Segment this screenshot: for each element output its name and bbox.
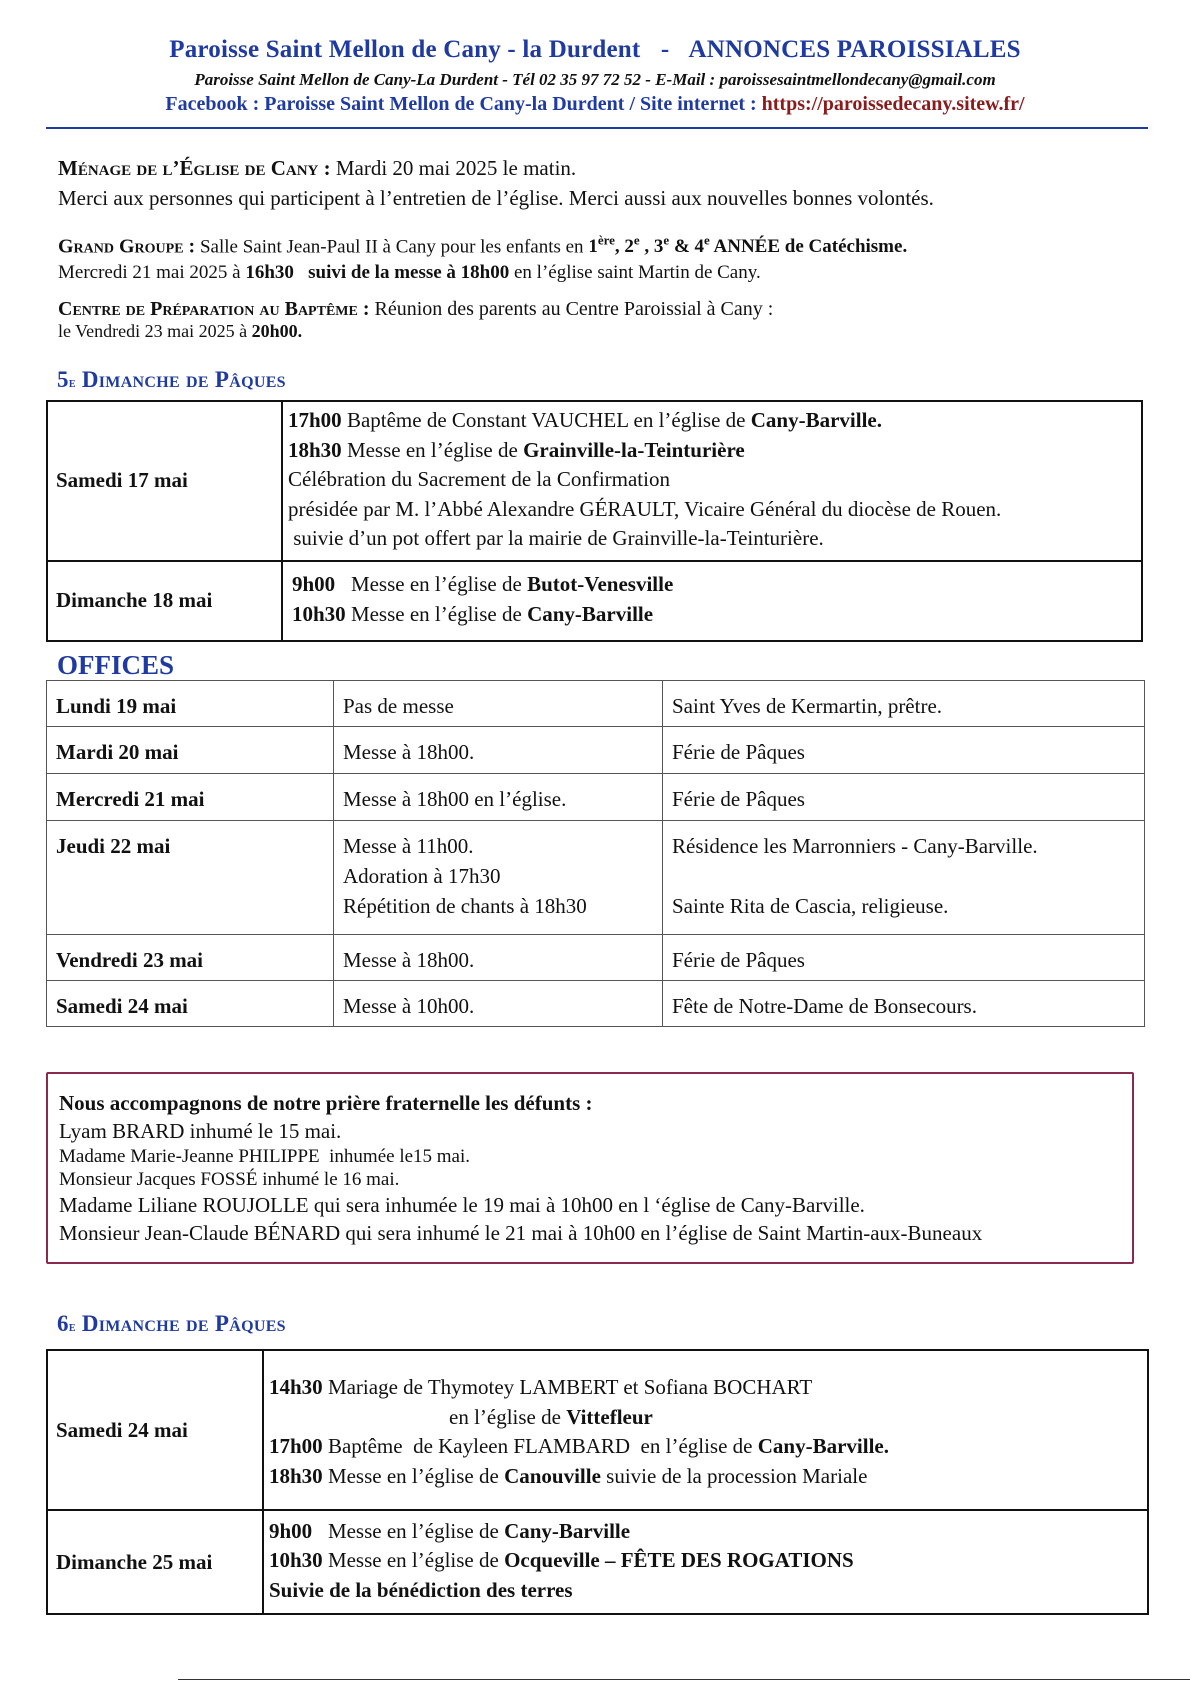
offices-row — [47, 727, 1145, 774]
defunts-heading: Nous accompagnons de notre prière fraternelle les défunts : — [59, 1091, 593, 1115]
offices-day: Lundi 19 mai — [47, 681, 334, 727]
offices-mass-line: Pas de messe — [343, 694, 454, 718]
offices-table — [46, 680, 1145, 1027]
offices-note — [663, 935, 1145, 981]
offices-day: Jeudi 22 mai — [47, 821, 334, 935]
schedule-6e-dimanche — [46, 1349, 1149, 1615]
schedule-events: 17h00 Baptême de Constant VAUCHEL en l’église de Cany-Barville. 18h30 Messe en l’église de Grainville-la-Teinturière Célébration du Sacrement de la Confirmation présidée par M. l’Abbé Alexandre GÉRAULT, Vicaire Général du diocèse de Rouen. suivie d’un pot offert par la mairie de Grainville-la-Teinturière. — [282, 401, 1142, 561]
defunt-item: Lyam BRARD inhumé le 15 mai. — [59, 1119, 342, 1143]
schedule-day: Samedi 17 mai — [47, 401, 282, 561]
contact-line: Paroisse Saint Mellon de Cany-La Durdent - Tél 02 35 97 72 52 - E-Mail : paroissesaintmellondecany@gmail.com — [194, 70, 996, 89]
offices-note-line: Résidence les Marronniers - Cany-Barville. — [672, 834, 1038, 858]
notice-groupe-time: 16h30 — [245, 262, 294, 284]
offices-note — [663, 821, 1145, 935]
offices-mass — [334, 774, 663, 821]
offices-note — [663, 681, 1145, 727]
notice-prep-text: Réunion des parents au Centre Paroissial à Cany : — [369, 298, 774, 320]
schedule-day: Samedi 24 mai — [47, 1350, 263, 1510]
schedule-events: 14h30 Mariage de Thymotey LAMBERT et Sofiana BOCHART en l’église de Vittefleur 17h00 Baptême de Kayleen FLAMBARD en l’église de Cany-Barville. 18h30 Messe en l’église de Canouville suivie de la procession Mariale — [263, 1350, 1148, 1510]
offices-note-line: Fête de Notre-Dame de Bonsecours. — [672, 994, 977, 1018]
offices-mass-line: Messe à 18h00. — [343, 948, 475, 972]
offices-mass-line: Messe à 11h00. — [343, 834, 474, 858]
offices-mass — [334, 727, 663, 774]
defunt-item: Madame Marie-Jeanne PHILIPPE inhumée le15 mai. — [59, 1146, 471, 1167]
notice-menage-thanks: Merci aux personnes qui participent à l’entretien de l’église. Merci aussi aux nouvelles bonnes volontés. — [58, 186, 934, 210]
schedule-events: 9h00 Messe en l’église de Cany-Barville 10h30 Messe en l’église de Ocqueville – FÊTE DES ROGATIONS Suivie de la bénédiction des terres — [263, 1510, 1148, 1614]
notice-groupe-label: Grand Groupe : — [58, 235, 196, 258]
notice-prep-time: 20h00. — [251, 321, 303, 341]
facebook-text: Facebook : Paroisse Saint Mellon de Cany-la Durdent / Site internet : — [165, 93, 762, 115]
schedule-day: Dimanche 25 mai — [47, 1510, 263, 1614]
offices-row — [47, 935, 1145, 981]
offices-day: Vendredi 23 mai — [47, 935, 334, 981]
schedule-row — [47, 401, 1142, 561]
schedule-events: 9h00 Messe en l’église de Butot-Venesville 10h30 Messe en l’église de Cany-Barville — [282, 561, 1142, 641]
offices-day: Mardi 20 mai — [47, 727, 334, 774]
notice-groupe-suite: suivi de la messe à 18h00 — [308, 262, 510, 284]
offices-title: OFFICES — [57, 650, 175, 680]
offices-note-line: Férie de Pâques — [672, 740, 805, 764]
website-link[interactable]: https://paroissedecany.sitew.fr/ — [761, 93, 1025, 115]
offices-row — [47, 681, 1145, 727]
offices-mass-line: Messe à 10h00. — [343, 994, 475, 1018]
notice-groupe-place: en l’église saint Martin de Cany. — [509, 262, 761, 284]
offices-day: Mercredi 21 mai — [47, 774, 334, 821]
offices-note-line: Férie de Pâques — [672, 948, 805, 972]
defunts-box — [46, 1072, 1134, 1264]
defunt-item: Monsieur Jacques FOSSÉ inhumé le 16 mai. — [59, 1169, 400, 1190]
offices-note-line: Saint Yves de Kermartin, prêtre. — [672, 694, 943, 718]
offices-mass — [334, 681, 663, 727]
notice-prep-label: Centre de Préparation au Baptême : — [58, 298, 370, 320]
notice-prep-date: le Vendredi 23 mai 2025 à — [58, 321, 252, 341]
offices-note-line — [672, 861, 1136, 891]
announcements-title: ANNONCES PAROISSIALES — [688, 36, 1021, 63]
schedule-row — [47, 1350, 1148, 1510]
section-title-5e-dimanche: 5e Dimanche de Pâques — [57, 367, 286, 392]
schedule-row — [47, 561, 1142, 641]
offices-mass — [334, 821, 663, 935]
notice-menage — [58, 153, 1148, 213]
schedule-5e-dimanche — [46, 400, 1143, 642]
offices-day: Samedi 24 mai — [47, 981, 334, 1027]
notice-menage-label: Ménage de l’Église de Cany : — [58, 156, 331, 180]
offices-row — [47, 821, 1145, 935]
notice-groupe-date: Mercredi 21 mai 2025 à — [58, 262, 246, 284]
defunt-item: Monsieur Jean-Claude BÉNARD qui sera inhumé le 21 mai à 10h00 en l’église de Saint Martin-aux-Buneaux — [59, 1221, 983, 1245]
schedule-row — [47, 1510, 1148, 1614]
offices-note — [663, 981, 1145, 1027]
offices-row — [47, 981, 1145, 1027]
school-years: 1ère, 2e , 3e & 4e ANNÉE de Catéchisme. — [588, 233, 908, 258]
notice-groupe-text: Salle Saint Jean-Paul II à Cany pour les enfants en — [195, 236, 589, 258]
offices-mass-line: Messe à 18h00. — [343, 740, 475, 764]
offices-mass-line: Répétition de chants à 18h30 — [343, 894, 587, 918]
page-header — [0, 36, 1190, 116]
notice-preparation — [58, 298, 1148, 342]
offices-mass-line: Adoration à 17h30 — [343, 864, 501, 888]
offices-note — [663, 774, 1145, 821]
header-divider — [46, 127, 1148, 129]
section-title-6e-dimanche: 6e Dimanche de Pâques — [57, 1311, 286, 1336]
offices-note — [663, 727, 1145, 774]
notice-grand-groupe — [58, 228, 1148, 286]
title-separator: - — [660, 36, 670, 63]
offices-mass — [334, 981, 663, 1027]
offices-note-line: Férie de Pâques — [672, 787, 805, 811]
defunt-item: Madame Liliane ROUJOLLE qui sera inhumée le 19 mai à 10h00 en l ‘église de Cany-Barville. — [59, 1193, 865, 1217]
parish-name: Paroisse Saint Mellon de Cany - la Durdent — [169, 36, 641, 63]
social-line — [0, 93, 1190, 116]
offices-note-line: Sainte Rita de Cascia, religieuse. — [672, 894, 949, 918]
offices-mass-line: Messe à 18h00 en l’église. — [343, 787, 567, 811]
offices-mass — [334, 935, 663, 981]
schedule-day: Dimanche 18 mai — [47, 561, 282, 641]
notice-menage-date: Mardi 20 mai 2025 le matin. — [330, 156, 577, 180]
page-title — [0, 36, 1190, 64]
offices-row — [47, 774, 1145, 821]
footer-divider — [178, 1679, 1190, 1680]
